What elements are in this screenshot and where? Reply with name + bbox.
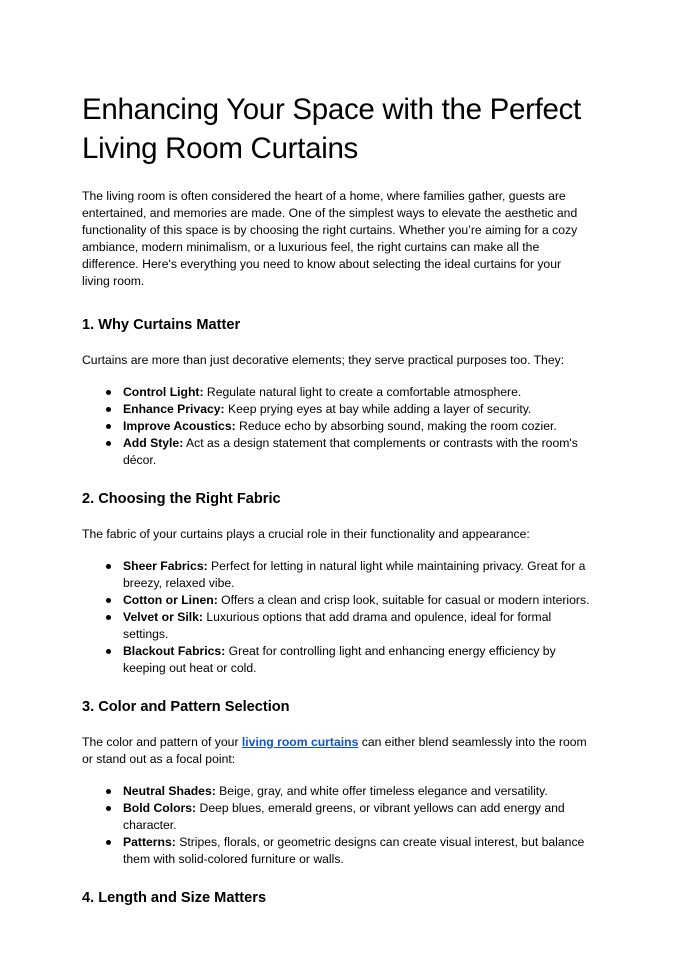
living-room-curtains-link[interactable]: living room curtains	[241, 735, 359, 749]
section-lead: The fabric of your curtains plays a crucial role in their functionality and appearance:	[82, 527, 530, 541]
bullet-list	[82, 783, 592, 868]
page-title: Enhancing Your Space with the Perfect Living Room Curtains	[82, 93, 581, 165]
list-item: Sheer Fabrics: Perfect for letting in natural light while maintaining privacy. Great for a breezy, relaxed vibe.	[123, 558, 592, 592]
section-heading-why-curtains-matter: 1. Why Curtains Matter	[82, 317, 241, 333]
list-item: Velvet or Silk: Luxurious options that add drama and opulence, ideal for formal settings.	[123, 609, 592, 643]
section-heading-color-pattern: 3. Color and Pattern Selection	[82, 699, 290, 715]
document-page	[82, 90, 592, 908]
section-heading-length-size: 4. Length and Size Matters	[82, 890, 267, 906]
section-heading-choosing-fabric: 2. Choosing the Right Fabric	[82, 491, 281, 507]
list-item: Blackout Fabrics: Great for controlling light and enhancing energy efficiency by keeping out heat or cold.	[123, 643, 592, 677]
list-item: Neutral Shades: Beige, gray, and white offer timeless elegance and versatility.	[123, 783, 592, 800]
section-lead: The color and pattern of your living room curtains can either blend seamlessly into the room or stand out as a focal point:	[82, 735, 587, 766]
bullet-list	[82, 384, 592, 469]
list-item: Patterns: Stripes, florals, or geometric designs can create visual interest, but balance them with solid-colored furniture or walls.	[123, 834, 592, 868]
intro-paragraph: The living room is often considered the heart of a home, where families gather, guests are entertained, and memories are made. One of the simplest ways to elevate the aesthetic and functionality of this space is by choosing the right curtains. Whether you’re aiming for a cozy ambiance, modern minimalism, or a luxurious feel, the right curtains can make all the difference. Here's everything you need to know about selecting the ideal curtains for your living room.	[82, 189, 578, 288]
list-item: Add Style: Act as a design statement that complements or contrasts with the room's décor.	[123, 435, 592, 469]
list-item: Enhance Privacy: Keep prying eyes at bay while adding a layer of security.	[123, 401, 592, 418]
list-item: Control Light: Regulate natural light to create a comfortable atmosphere.	[123, 384, 592, 401]
bullet-list	[82, 558, 592, 677]
list-item: Bold Colors: Deep blues, emerald greens, or vibrant yellows can add energy and character.	[123, 800, 592, 834]
section-lead: Curtains are more than just decorative elements; they serve practical purposes too. They:	[82, 353, 565, 367]
list-item: Improve Acoustics: Reduce echo by absorbing sound, making the room cozier.	[123, 418, 592, 435]
list-item: Cotton or Linen: Offers a clean and crisp look, suitable for casual or modern interiors.	[123, 592, 592, 609]
